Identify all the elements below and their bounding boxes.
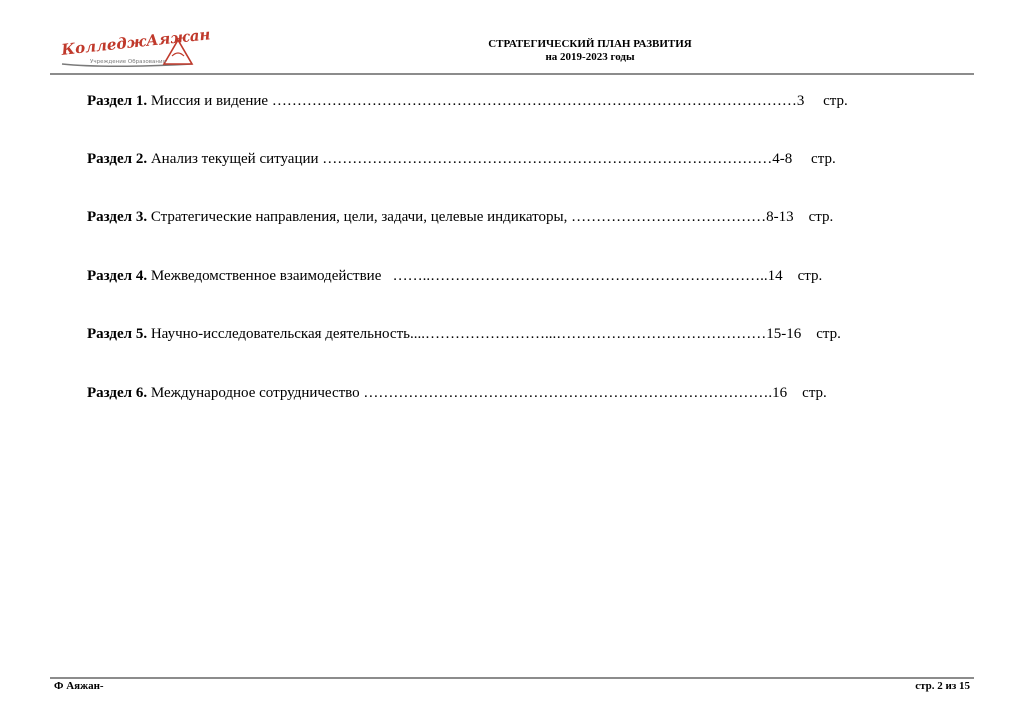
toc-title: Анализ текущей ситуации bbox=[150, 151, 319, 167]
toc-entry-1 bbox=[87, 92, 848, 110]
header-title-line2: на 2019-2023 годы bbox=[545, 51, 635, 63]
toc-section-label: Раздел 3. bbox=[87, 209, 148, 225]
toc-section-label: Раздел 5. bbox=[87, 326, 148, 342]
toc-unit: стр. bbox=[823, 93, 848, 109]
toc-leader: ....……………………...…………………………………… bbox=[409, 326, 767, 342]
toc-unit: стр. bbox=[802, 385, 827, 401]
college-logo bbox=[60, 25, 212, 70]
toc-leader: ……………………………………………………………………………… bbox=[322, 151, 773, 167]
toc-title: Стратегические направления, цели, задачи, целевые индикаторы, bbox=[150, 209, 568, 225]
toc-entry-6 bbox=[87, 384, 827, 402]
toc-pages: 3 bbox=[796, 93, 805, 109]
footer-form-code: Ф Аяжан- bbox=[54, 680, 104, 692]
toc-unit: стр. bbox=[816, 326, 841, 342]
logo-main-text: КолледжАяжан bbox=[60, 25, 212, 59]
toc-unit: стр. bbox=[797, 268, 823, 284]
toc-section-label: Раздел 4. bbox=[87, 268, 148, 284]
toc-leader: ………………………………………………………………………. bbox=[363, 385, 773, 401]
toc-entry-5 bbox=[87, 325, 841, 343]
toc-leader: ……..………………………………………………………….. bbox=[392, 268, 768, 284]
toc-unit: стр. bbox=[808, 209, 834, 225]
college-logo-graphic bbox=[60, 25, 212, 70]
toc-leader: …………………………………………………………………………………………… bbox=[271, 93, 797, 109]
logo-sub-text: Учреждение Образования bbox=[90, 59, 166, 65]
toc-section-label: Раздел 6. bbox=[87, 385, 148, 401]
footer-divider bbox=[50, 677, 974, 679]
document-header-title bbox=[430, 38, 750, 64]
toc-title: Межведомственное взаимодействие bbox=[150, 268, 382, 284]
toc-title: Миссия и видение bbox=[150, 93, 269, 109]
footer-page-number: стр. 2 из 15 bbox=[915, 680, 970, 692]
toc-section-label: Раздел 2. bbox=[87, 151, 148, 167]
toc-section-label: Раздел 1. bbox=[87, 93, 148, 109]
header-divider bbox=[50, 73, 974, 75]
toc-pages: 14 bbox=[767, 268, 783, 284]
toc-pages: 15-16 bbox=[766, 326, 802, 342]
toc-unit: стр. bbox=[811, 151, 836, 167]
toc-pages: 8-13 bbox=[766, 209, 794, 225]
toc-title: Международное сотрудничество bbox=[150, 385, 360, 401]
toc-entry-3 bbox=[87, 208, 833, 226]
toc-leader: ………………………………… bbox=[571, 209, 767, 225]
toc-pages: 16 bbox=[772, 385, 788, 401]
toc-entry-2 bbox=[87, 150, 836, 168]
toc-pages: 4-8 bbox=[772, 151, 793, 167]
header-title-line1: СТРАТЕГИЧЕСКИЙ ПЛАН РАЗВИТИЯ bbox=[488, 38, 692, 50]
toc-entry-4 bbox=[87, 267, 822, 285]
toc-title: Научно-исследовательская деятельность bbox=[150, 326, 410, 342]
